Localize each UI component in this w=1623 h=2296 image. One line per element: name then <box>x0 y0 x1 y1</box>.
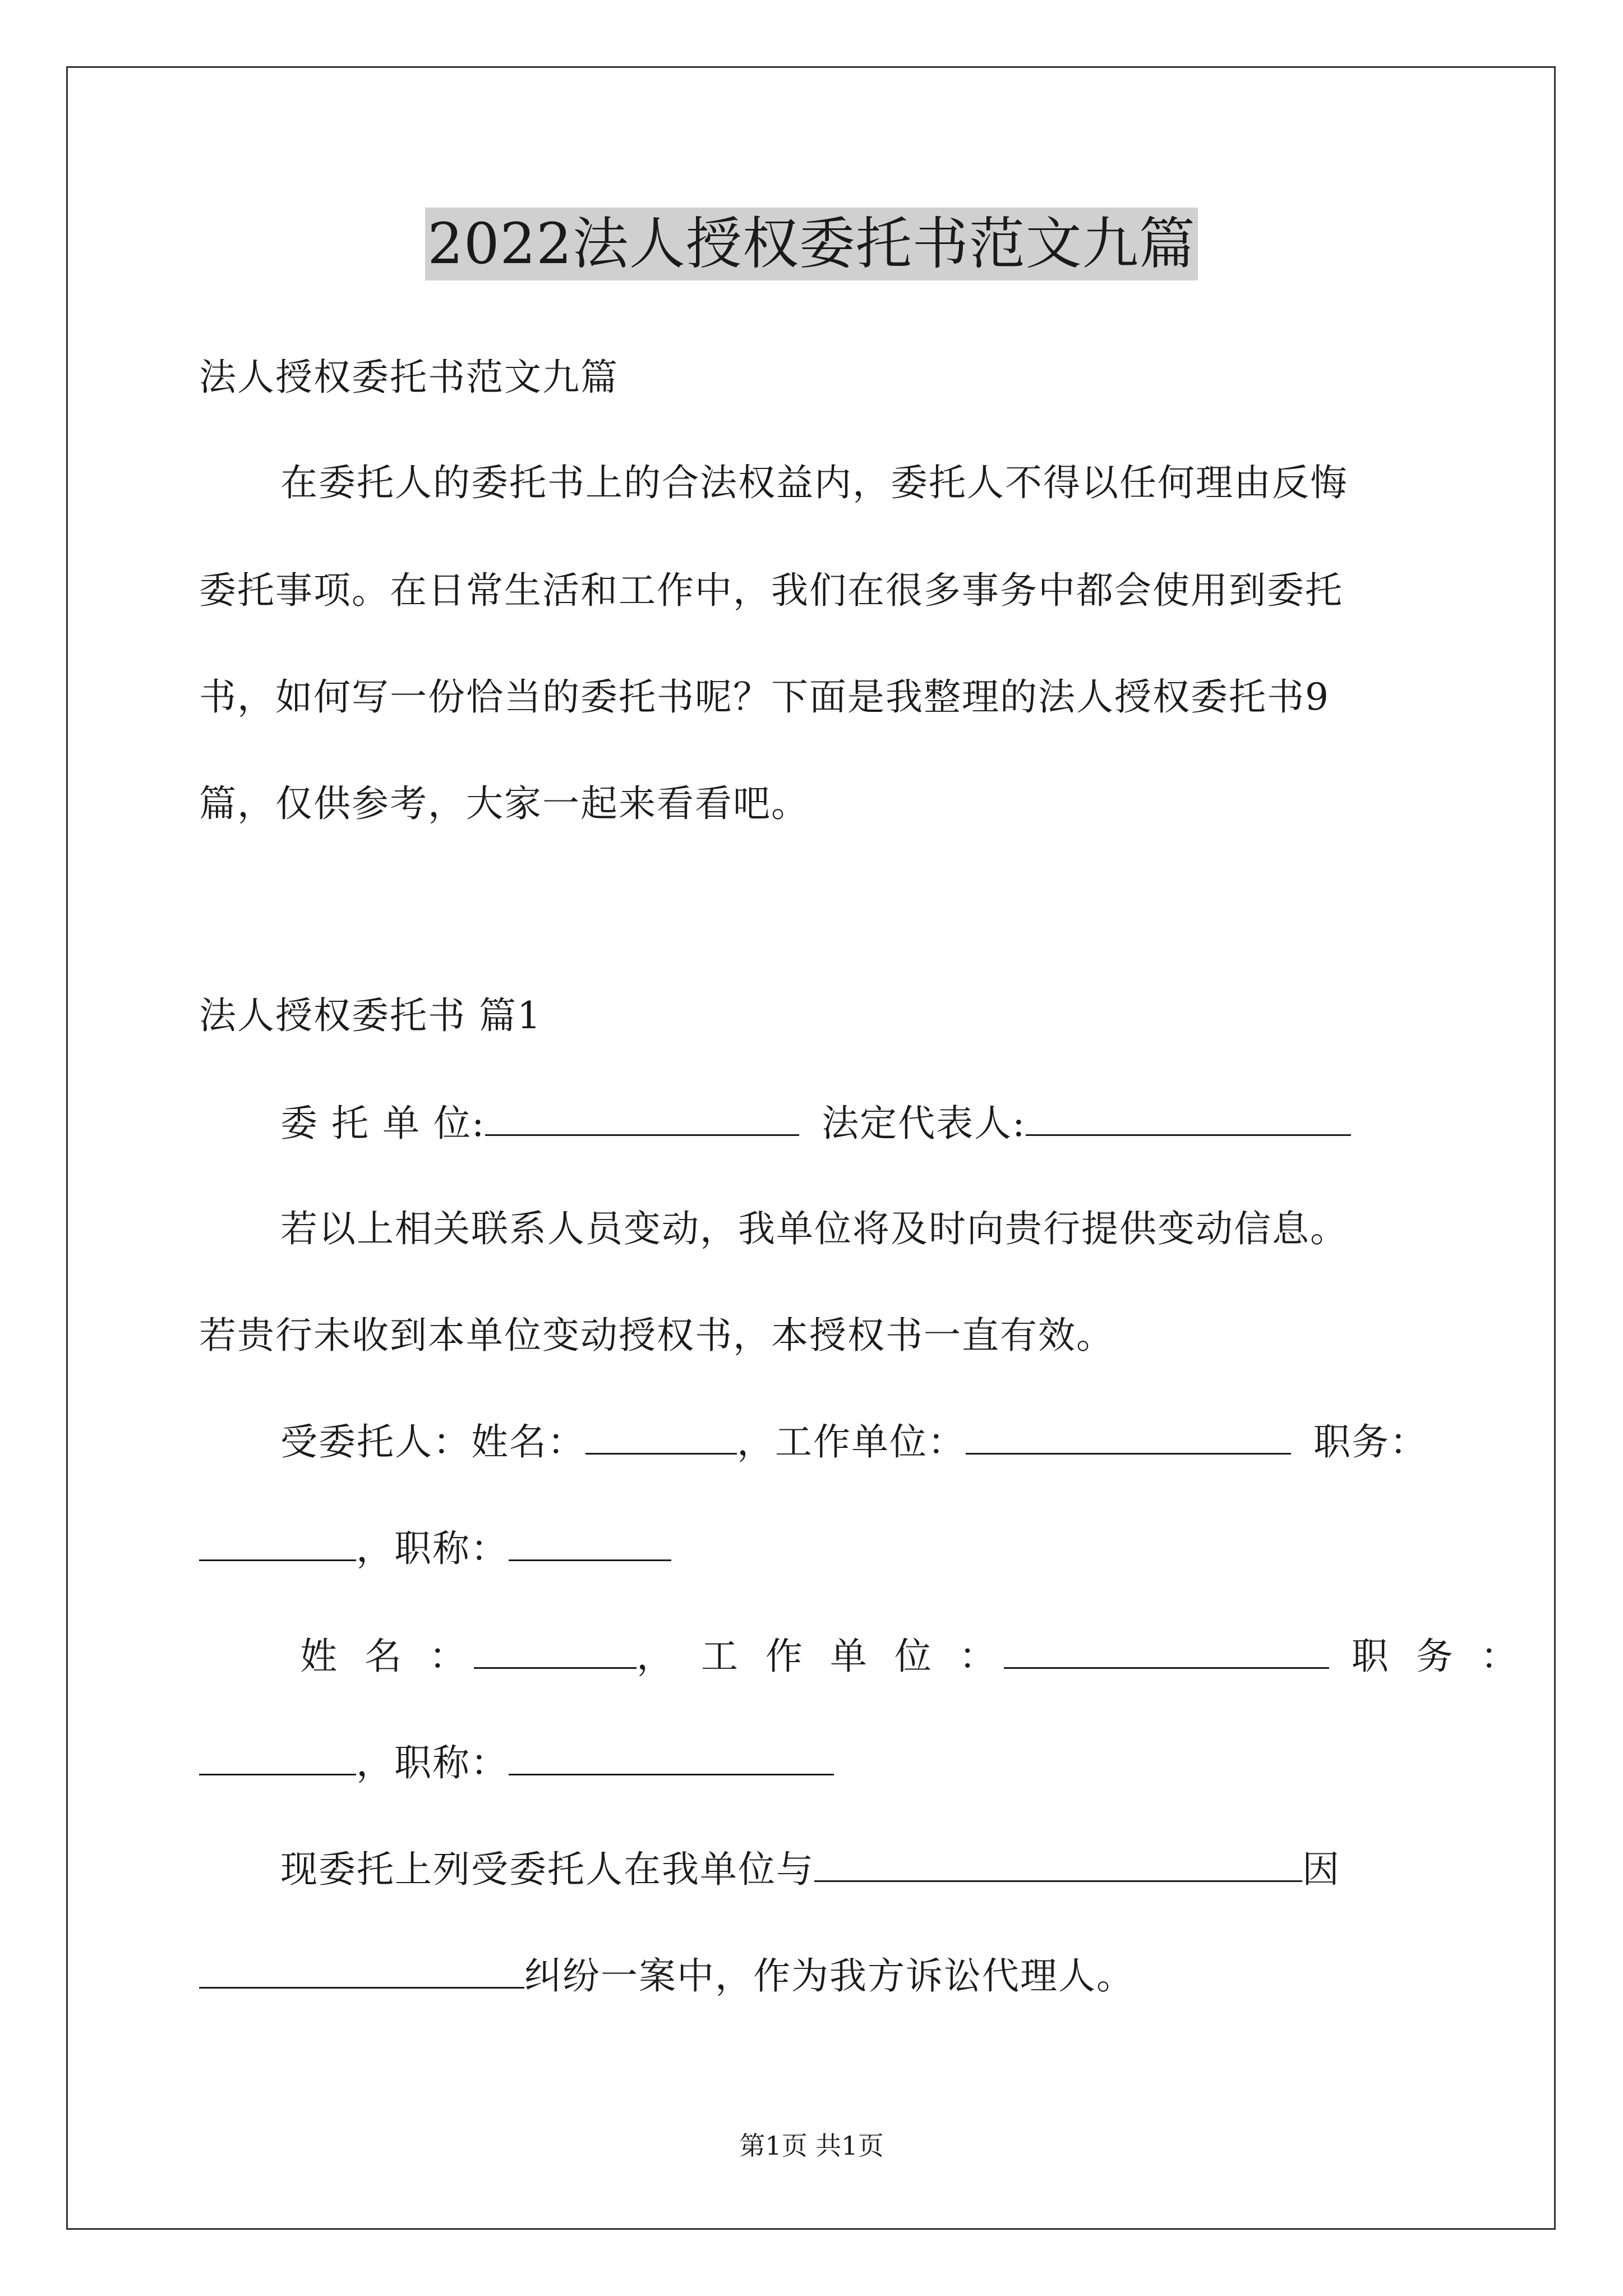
agent2-row-2 <box>199 1739 834 1786</box>
entrust-dispute-blank[interactable] <box>199 1952 524 1989</box>
agent1-name-label: 受委托人：姓名： <box>280 1420 585 1464</box>
document-subtitle: 法人授权委托书范文九篇 <box>199 356 619 399</box>
agent1-unit-label: ，工作单位： <box>737 1420 966 1464</box>
agent2-title-label: ，职称： <box>356 1741 509 1784</box>
agent1-name-blank[interactable] <box>585 1418 737 1455</box>
rep-label: 法定代表人: <box>822 1102 1026 1145</box>
agent1-title-label: ，职称： <box>356 1527 509 1570</box>
intro-line-3: 书，如何写一份恰当的委托书呢？下面是我整理的法人授权委托书9 <box>199 675 1330 719</box>
form-unit-row <box>280 1099 1351 1147</box>
agent1-row <box>280 1418 1428 1465</box>
agent2-duty-label: 职 务 ： <box>1351 1635 1525 1678</box>
entrust-row-2 <box>199 1952 1135 1999</box>
unit-label: 委 托 单 位: <box>280 1102 486 1145</box>
agent1-unit-blank[interactable] <box>966 1418 1291 1455</box>
document-title: 2022法人授权委托书范文九篇 <box>425 208 1198 280</box>
entrust-row <box>280 1846 1340 1893</box>
agent1-duty-blank[interactable] <box>199 1525 356 1561</box>
notice-line-1: 若以上相关联系人员变动，我单位将及时向贵行提供变动信息。 <box>280 1207 1348 1250</box>
page-footer: 第1页 共1页 <box>739 2131 884 2161</box>
intro-line-4: 篇，仅供参考，大家一起来看看吧。 <box>199 782 809 825</box>
agent2-name-blank[interactable] <box>474 1632 637 1669</box>
agent1-title-blank[interactable] <box>509 1525 671 1561</box>
agent2-row <box>300 1632 1525 1680</box>
intro-line-2: 委托事项。在日常生活和工作中，我们在很多事务中都会使用到委托 <box>199 569 1343 612</box>
agent1-row-2 <box>199 1525 671 1572</box>
intro-line-1: 在委托人的委托书上的合法权益内，委托人不得以任何理由反悔 <box>280 461 1348 504</box>
agent1-duty-label: 职务： <box>1313 1420 1428 1464</box>
agent2-name-label: 姓 名 ： <box>300 1635 474 1678</box>
notice-line-2: 若贵行未收到本单位变动授权书，本授权书一直有效。 <box>199 1314 1114 1357</box>
entrust-party-blank[interactable] <box>814 1846 1302 1882</box>
entrust-prefix: 现委托上列受委托人在我单位与 <box>280 1848 814 1891</box>
title-area <box>0 208 1623 280</box>
agent2-unit-blank[interactable] <box>1004 1632 1329 1669</box>
agent2-unit-label: ， 工 作 单 位 ： <box>636 1635 1004 1678</box>
agent2-title-blank[interactable] <box>509 1739 834 1775</box>
rep-blank[interactable] <box>1026 1099 1351 1136</box>
entrust-end: 纠纷一案中，作为我方诉讼代理人。 <box>524 1954 1135 1998</box>
entrust-suffix: 因 <box>1302 1848 1340 1891</box>
agent2-duty-blank[interactable] <box>199 1739 356 1775</box>
section-heading: 法人授权委托书 篇1 <box>199 994 542 1037</box>
unit-blank[interactable] <box>485 1099 799 1136</box>
